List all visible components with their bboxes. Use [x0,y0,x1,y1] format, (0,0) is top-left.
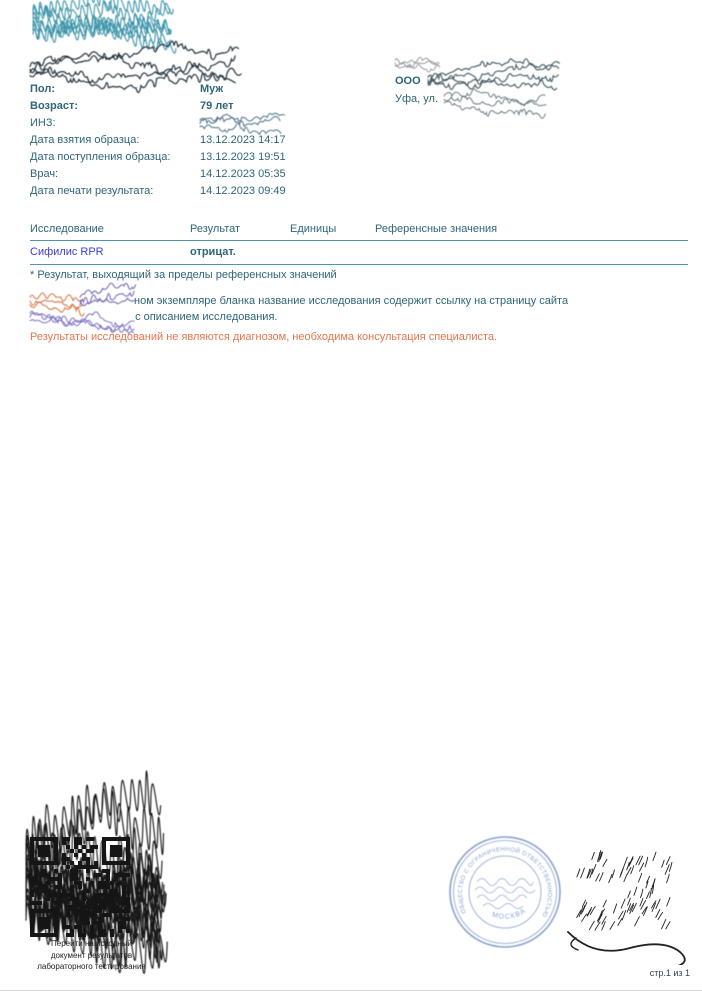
clinic-info [395,54,675,108]
info-line-2-text: с описанием исследования. [135,311,278,323]
address-redacted [444,95,544,104]
sample-taken-label: Дата взятия образца: [30,134,140,146]
inz-value-redacted [200,115,280,132]
printed-value: 14.12.2023 09:49 [200,185,286,197]
col-header-reference: Референсные значения [375,223,498,235]
info-line-1 [30,293,675,309]
info-paragraph [30,293,675,325]
stamp-city-text: МОСКВА [491,907,528,921]
doctor-row [30,166,400,183]
info-redacted-warning [30,296,80,306]
disclaimer-text: Результаты исследований не являются диагнозом, необходима консультация специалиста. [30,331,498,343]
info-redacted-url[interactable] [30,312,132,322]
org-prefix: ООО [395,75,421,87]
col-header-test: Исследование [30,223,104,235]
clinic-org-line [395,72,675,90]
qr-caption [14,938,169,973]
col-header-result: Результат [190,223,241,235]
sample-taken-row [30,132,400,149]
company-stamp [447,834,563,955]
clinic-address-line [395,90,675,108]
doctor-value: 14.12.2023 05:35 [200,168,286,180]
stamp-inner-redacted [475,879,535,909]
org-name-redacted [428,76,556,86]
test-result: отрицат. [190,246,236,258]
test-name-link[interactable]: Сифилис RPR [30,246,104,258]
info-line-2 [30,309,675,325]
table-row [30,241,688,265]
address-prefix: Уфа, ул. [395,93,439,105]
svg-text:МОСКВА [491,907,528,921]
patient-age-row [30,98,400,115]
inz-label: ИНЗ: [30,117,56,129]
sample-received-value: 13.12.2023 19:51 [200,151,286,163]
info-line-1-text: ном экземпляре бланка название исследования содержит ссылку на страницу сайта [134,295,569,307]
qr-caption-line1: Перейти на исходный [51,939,132,948]
stamp-ring-text: ОБЩЕСТВО С ОГРАНИЧЕННОЙ ОТВЕТСТВЕННОСТЬЮ [457,846,553,918]
age-value: 79 лет [200,100,234,112]
sample-received-row [30,149,400,166]
clinic-code-redacted [395,54,675,72]
sample-received-label: Дата поступления образца: [30,151,171,163]
printed-row [30,183,400,200]
reference-footnote: * Результат, выходящий за пределы референсных значений [30,269,337,281]
lab-logo-redacted [33,6,168,38]
results-table [30,221,688,265]
patient-name-redacted [30,65,234,77]
sex-value: Муж [200,83,224,95]
qr-caption-line3: лабораторного тестирования [37,962,146,971]
sample-taken-value: 13.12.2023 14:17 [200,134,286,146]
patient-sex-row [30,81,400,98]
doctor-label: Врач: [30,168,59,180]
results-header-row [30,221,688,241]
sex-label: Пол: [30,83,56,95]
patient-inz-row [30,115,400,132]
age-label: Возраст: [30,100,78,112]
patient-info [30,81,400,200]
qr-scribble-overlay [26,834,158,932]
signature [562,850,697,970]
col-header-units: Единицы [290,223,337,235]
qr-caption-line2: документ результатов [50,950,133,960]
printed-label: Дата печати результата: [30,185,154,197]
info-redacted-text [80,296,134,306]
page-number: стр.1 из 1 [649,968,690,978]
